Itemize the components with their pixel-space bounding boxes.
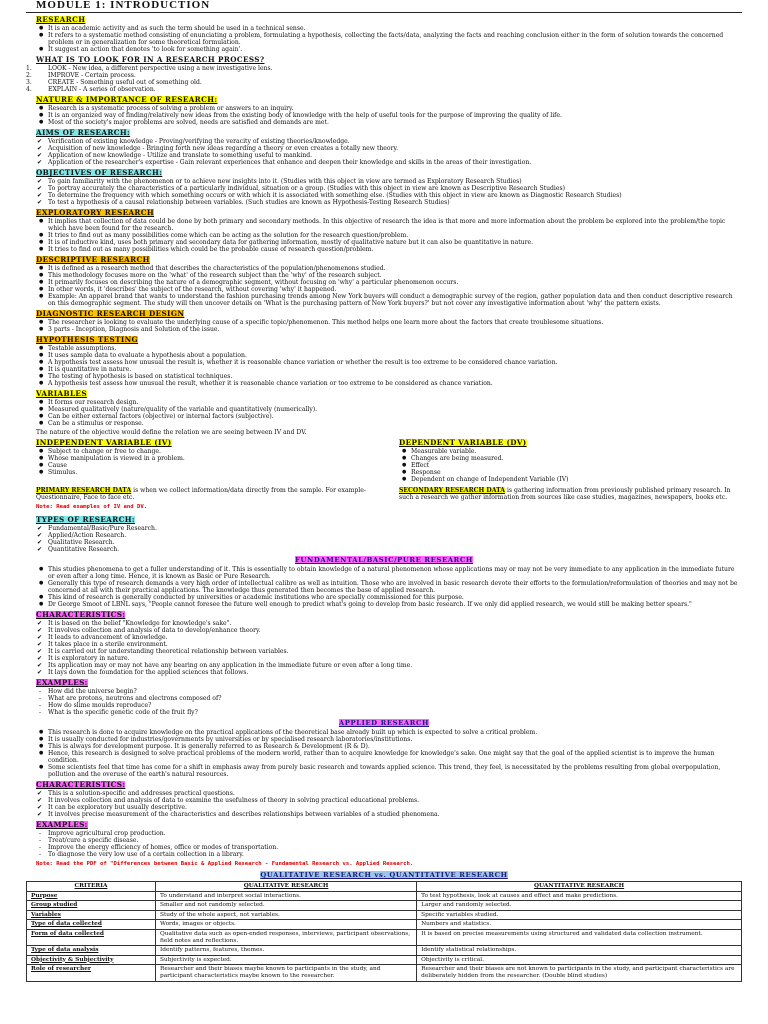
dv-column — [389, 436, 742, 483]
qualitative-cell: Researcher and their biases maybe known to participants in the study, and participant characteristics maybe known to the researcher. — [156, 965, 417, 981]
list-item: ✔ Acquisition of new knowledge - Bringing forth new ideas regarding a theory or even creates a totally new theory. — [26, 145, 742, 152]
applied-list — [26, 729, 742, 778]
nature-list — [26, 105, 742, 126]
list-item: - How do slime moulds reproduce? — [26, 702, 742, 709]
list-item: ● It is an organized way of finding/relatively new ideas from the existing body of knowledge with the help of useful tools for the purpose of improving the quality of life. — [26, 112, 742, 119]
primary-data-paragraph — [36, 487, 379, 501]
table-row — [27, 920, 742, 930]
list-item: ● It forms our research design. — [26, 399, 742, 406]
list-item: ● It is defined as a research method that describes the characteristics of the population/phenomenons studied. — [26, 265, 742, 272]
list-item: ● It implies that collection of data could be done by both primary and secondary methods. In this objective of research the idea is that more and more information about the problem be explored into the problem/the topic which have been found for the research. — [26, 218, 742, 232]
list-item: ● Dependent on change of Independent Variable (IV) — [389, 476, 742, 483]
quantitative-cell: Researcher and their biases are not known to participants in the study, and participant characteristics are deliberately hidden from the researcher. (Double blind studies) — [417, 965, 742, 981]
list-item: ✔ Its application may or may not have any bearing on any application in the immediate future or even after a long time. — [26, 662, 742, 669]
column-header: CRITERIA — [27, 882, 156, 892]
list-item: ✔ Applied/Action Research. — [26, 532, 742, 539]
list-item: ✔ Application of the researcher's expertise - Gain relevant experiences that enhance and deepen their knowledge and skills in the areas of their investigation. — [26, 159, 742, 166]
quantitative-cell: Identify statistical relationships. — [417, 946, 742, 956]
list-item: ● A hypothesis test assess how unusual the result, whether it is reasonable chance variation or too extreme to be considered as chance variation. — [26, 380, 742, 387]
list-item: ● Response — [389, 469, 742, 476]
types-heading: TYPES OF RESEARCH: — [36, 515, 135, 524]
list-item: ● A hypothesis test assess how unusual the result is, whether it is reasonable chance variation or whether the result is too extreme to be considered chance variation. — [26, 359, 742, 366]
exploratory-list — [26, 218, 742, 253]
list-item: ● Measured qualitatively (nature/quality of the variable and quantitatively (numerically). — [26, 406, 742, 413]
list-item: ● Cause — [26, 462, 379, 469]
note-iv-dv: Note: Read examples of IV and DV. — [36, 504, 148, 510]
criteria-cell: Type of data collected — [27, 920, 156, 930]
list-item: ● In other words, it 'describes' the subject of the research, without covering 'why' it happened. — [26, 286, 742, 293]
list-item: ✔ To test a hypothesis of a causal relationship between variables. (Such studies are known as Hypothesis-Testing Research Studies) — [26, 199, 742, 206]
nature-heading: NATURE & IMPORTANCE OF RESEARCH: — [36, 95, 218, 104]
qualitative-cell: Qualitative data such as open-ended responses, interviews, participant observations, field notes and reflections. — [156, 929, 417, 945]
list-item: ● Example: An apparel brand that wants to understand the fashion purchasing trends among New York buyers will conduct a demographic survey of the region, gather population data and then conduct descriptive research on this demographic segment. The study will then uncover details on 'What is the purchasing pattern of New York buyers?' but not cover any investigative information about 'why' the pattern exists. — [26, 293, 742, 307]
list-item: ✔ It is carried out for understanding theoretical relationship between variables. — [26, 648, 742, 655]
list-item: ● This is always for development purpose. It is generally referred to as Research & Development (R & D). — [26, 743, 742, 750]
secondary-data-paragraph — [399, 487, 742, 501]
diagnostic-list — [26, 319, 742, 333]
qualitative-cell: To understand and interpret social interactions. — [156, 891, 417, 901]
item-text: LOOK - New idea, a different perspective using a new investigative lens. — [48, 65, 273, 72]
objectives-heading: OBJECTIVES OF RESEARCH: — [36, 168, 163, 177]
list-item: - How did the universe begin? — [26, 688, 742, 695]
table-row — [27, 891, 742, 901]
list-item: ● Testable assumptions. — [26, 345, 742, 352]
list-item: ✔ Application of new knowledge - Utilize and translate to something useful to mankind. — [26, 152, 742, 159]
applied-examples-heading: EXAMPLES: — [36, 820, 88, 829]
list-item: ● Whose manipulation is viewed in a problem. — [26, 455, 379, 462]
list-item: ● Can be a stimulus or response. — [26, 420, 742, 427]
qualitative-cell: Words, images or objects. — [156, 920, 417, 930]
list-item: ● Some scientists feel that time has come for a shift in emphasis away from purely basic research and towards applied science. This trend, they feel, is necessitated by the problems resulting from global overpopulation, pollution and the overuse of the earth's natural resources. — [26, 764, 742, 778]
list-item: ● It tries to find out as many possibilities come which can be acting as the solution for the research question/problem. — [26, 232, 742, 239]
list-item: ● Most of the society's major problems are solved, needs are satisfied and demands are met. — [26, 119, 742, 126]
primary-data-label: PRIMARY RESEARCH DATA — [36, 487, 132, 494]
hypothesis-list — [26, 345, 742, 387]
qualitative-cell: Study of the whole aspect, not variables. — [156, 910, 417, 920]
list-item: ✔ Qualitative Research. — [26, 539, 742, 546]
list-item: ✔ It can be exploratory but usually descriptive. — [26, 804, 742, 811]
table-row — [27, 929, 742, 945]
list-item: ✔ It leads to advancement of knowledge. — [26, 634, 742, 641]
module-title: MODULE 1: INTRODUCTION — [36, 0, 211, 11]
variables-heading: VARIABLES — [36, 389, 87, 398]
list-item: ✔ It is based on the belief "Knowledge for knowledge's sake". — [26, 620, 742, 627]
applied-examples-list — [26, 830, 742, 858]
criteria-cell: Variables — [27, 910, 156, 920]
applied-char-list — [26, 790, 742, 818]
hypothesis-heading: HYPOTHESIS TESTING — [36, 335, 139, 344]
iv-heading: INDEPENDENT VARIABLE (IV) — [36, 438, 172, 447]
list-item: ● The researcher is looking to evaluate the underlying cause of a specific topic/phenomenon. This method helps one learn more about the factors that create troublesome situations. — [26, 319, 742, 326]
fundamental-examples-heading: EXAMPLES: — [36, 678, 88, 687]
column-header: QUANTITATIVE RESEARCH — [417, 882, 742, 892]
list-item: ✔ Verification of existing knowledge - Proving/verifying the veracity of existing theories/knowledge. — [26, 138, 742, 145]
list-item: ● It is an academic activity and as such the term should be used in a technical sense. — [26, 25, 742, 32]
types-list — [26, 525, 742, 553]
iv-dv-columns — [26, 436, 742, 483]
diagnostic-heading: DIAGNOSTIC RESEARCH DESIGN — [36, 309, 185, 318]
list-item: ✔ To determine the frequency with which something occurs or with which it is associated with something else. (Studies with this object in view are known as Diagnostic Research Studies) — [26, 192, 742, 199]
iv-column — [26, 436, 379, 483]
fundamental-char-heading: CHARACTERISTICS: — [36, 610, 126, 619]
descriptive-heading: DESCRIPTIVE RESEARCH — [36, 255, 150, 264]
qualitative-cell: Smaller and not randomly selected. — [156, 901, 417, 911]
applied-heading-wrap — [26, 720, 742, 727]
list-item: ● It uses sample data to evaluate a hypothesis about a population. — [26, 352, 742, 359]
list-item: ● It is usually conducted for industries/governments by universities or by specialised research laboratories/institutions. — [26, 736, 742, 743]
list-item: ● Subject to change or free to change. — [26, 448, 379, 455]
list-item: - Treat/cure a specific disease. — [26, 837, 742, 844]
list-item: ✔ This is a solution-specific and addresses practical questions. — [26, 790, 742, 797]
criteria-cell: Purpose — [27, 891, 156, 901]
quantitative-cell: Numbers and statistics. — [417, 920, 742, 930]
secondary-data-label: SECONDARY RESEARCH DATA — [399, 487, 506, 494]
list-item: ✔ Fundamental/Basic/Pure Research. — [26, 525, 742, 532]
list-item: ● This research is done to acquire knowledge on the practical applications of the theoretical base already built up which is expected to solve a critical problem. — [26, 729, 742, 736]
item-number: 2. — [26, 72, 32, 79]
list-item: - What is the specific genetic code of the fruit fly? — [26, 709, 742, 716]
list-item: ● Changes are being measured. — [389, 455, 742, 462]
list-item: ● This kind of research is generally conducted by universities or academic institutions who are specially commissioned for this purpose. — [26, 594, 742, 601]
quantitative-cell: Objectivity is critical. — [417, 955, 742, 965]
qualitative-cell: Identify patterns, features, themes. — [156, 946, 417, 956]
fundamental-heading: FUNDAMENTAL/BASIC/PURE RESEARCH — [295, 556, 473, 564]
list-item: - What are protons, neutrons and electrons composed of? — [26, 695, 742, 702]
list-item — [26, 65, 742, 72]
list-item: ✔ It lays down the foundation for the applied sciences that follows. — [26, 669, 742, 676]
list-item: ● Generally this type of research demands a very high order of intellectual calibre as well as intuition. Those who are involved in basic research devote their efforts to the formulation/reformulation of theories and may not be concerned at all with their practical applications. The knowledge thus generated then becomes the base of applied research. — [26, 580, 742, 594]
fundamental-examples-list — [26, 688, 742, 716]
exploratory-heading: EXPLORATORY RESEARCH — [36, 208, 155, 217]
list-item: ● It suggest an action that denotes 'to look for something again'. — [26, 46, 742, 53]
list-item: - Improve agricultural crop production. — [26, 830, 742, 837]
dv-heading: DEPENDENT VARIABLE (DV) — [399, 438, 527, 447]
criteria-cell: Form of data collected — [27, 929, 156, 945]
table-row — [27, 910, 742, 920]
item-text: CREATE - Something useful out of something old. — [48, 79, 202, 86]
criteria-cell: Group studied — [27, 901, 156, 911]
list-item: - To diagnose the very low use of a certain collection in a library. — [26, 851, 742, 858]
quantitative-cell: To test hypothesis, look at causes and effect and make predictions. — [417, 891, 742, 901]
research-heading: RESEARCH — [36, 15, 86, 24]
list-item: ● It tries to find out as many possibilities which could be the probable cause of research question/problem. — [26, 246, 742, 253]
column-header: QUALITATIVE RESEARCH — [156, 882, 417, 892]
table-header-row — [27, 882, 742, 892]
list-item: ● It is of inductive kind, uses both primary and secondary data for gathering information, mostly of qualitative nature but it can also be quantitative in nature. — [26, 239, 742, 246]
quantitative-cell: It is based on precise measurements using structured and validated data collection instrument. — [417, 929, 742, 945]
list-item: ✔ Quantitative Research. — [26, 546, 742, 553]
list-item: ✔ It involves collection and analysis of data to develop/enhance theory. — [26, 627, 742, 634]
list-item: ● Stimulus. — [26, 469, 379, 476]
list-item: ● Hence, this research is designed to solve practical problems of the modern world, rather than to acquire knowledge for knowledge's sake. One might say that the goal of the applied scientist is to improve the human condition. — [26, 750, 742, 764]
table-row — [27, 965, 742, 981]
list-item: - Improve the energy efficiency of homes, office or modes of transportation. — [26, 844, 742, 851]
list-item: ● It refers to a systematic method consisting of enunciating a problem, formulating a hypothesis, collecting the facts/data, analyzing the facts and reaching conclusion either in the form of solution towards the concerned problem or in generalization for some theoretical formulation. — [26, 32, 742, 46]
list-item: ● Dr George Smoot of LBNL says, "People cannot foresee the future well enough to predict what's going to develop from basic research. If we only did applied research, we would still be making better spears." — [26, 601, 742, 608]
table-row — [27, 946, 742, 956]
list-item — [26, 86, 742, 93]
list-item: ● Measurable variable. — [389, 448, 742, 455]
list-item — [26, 72, 742, 79]
variables-list — [26, 399, 742, 427]
list-item: ● It primarily focuses on describing the nature of a demographic segment, without focusing on 'why' a particular phenomenon occurs. — [26, 279, 742, 286]
item-number: 4. — [26, 86, 32, 93]
list-item: ✔ To portray accurately the characteristics of a particularly individual, situation or a group. (Studies with this object in view are known as Descriptive Research Studies) — [26, 185, 742, 192]
list-item: ✔ It involves precise measurement of the characteristics and describes relationships between variables of a studied phenomena. — [26, 811, 742, 818]
list-item: ● Effect — [389, 462, 742, 469]
table-row — [27, 901, 742, 911]
objectives-list — [26, 178, 742, 206]
look-for-list — [26, 65, 742, 93]
dv-list — [389, 448, 742, 483]
quantitative-cell: Larger and randomly selected. — [417, 901, 742, 911]
fundamental-list — [26, 566, 742, 608]
secondary-data-text: is gathering information from previously published primary research. In such a research we gather information from sources like case studies, magazines, newspapers, books etc. — [399, 487, 731, 501]
item-number: 1. — [26, 65, 32, 72]
list-item: ● The testing of hypothesis is based on statistical techniques. — [26, 373, 742, 380]
fundamental-heading-wrap — [26, 557, 742, 564]
aims-list — [26, 138, 742, 166]
criteria-cell: Role of researcher — [27, 965, 156, 981]
list-item: ✔ It involves collection and analysis of data to examine the usefulness of theory in solving practical educational problems. — [26, 797, 742, 804]
list-item: ● Can be either external factors (objective) or internal factors (subjective). — [26, 413, 742, 420]
descriptive-list — [26, 265, 742, 307]
list-item: ● This methodology focuses more on the 'what' of the research subject than the 'why' of the research subject. — [26, 272, 742, 279]
criteria-cell: Objectivity & Subjectivity — [27, 955, 156, 965]
note-basic-applied: Note: Read the PDF of "Differences between Basic & Applied Research - Fundamental Research vs. Applied Research. — [36, 861, 414, 867]
data-types-columns — [26, 485, 742, 501]
qq-heading-wrap — [26, 872, 742, 879]
research-list — [26, 25, 742, 53]
quantitative-cell: Specific variables studied. — [417, 910, 742, 920]
list-item — [26, 79, 742, 86]
primary-data-text: is when we collect information/data directly from the sample. For example- Questionnaire, Face to face etc. — [36, 487, 366, 501]
item-text: IMPROVE - Certain process. — [48, 72, 136, 79]
title-divider — [26, 12, 742, 13]
applied-heading: APPLIED RESEARCH — [338, 719, 430, 727]
look-for-heading: WHAT IS TO LOOK FOR IN A RESEARCH PROCESS? — [36, 55, 265, 64]
list-item: ✔ It takes place in a sterile environment. — [26, 641, 742, 648]
list-item: ✔ To gain familiarity with the phenomenon or to achieve new insights into it. (Studies with this object in view are termed as Exploratory Research Studies) — [26, 178, 742, 185]
list-item: ✔ It is exploratory in nature. — [26, 655, 742, 662]
variables-note: The nature of the objective would define the relation we are seeing between IV and DV. — [36, 429, 307, 436]
aims-heading: AIMS OF RESEARCH: — [36, 128, 131, 137]
criteria-cell: Type of data analysis — [27, 946, 156, 956]
qualitative-cell: Subjectivity is expected. — [156, 955, 417, 965]
list-item: ● It is quantitative in nature. — [26, 366, 742, 373]
list-item: ● 3 parts - Inception, Diagnosis and Solution of the issue. — [26, 326, 742, 333]
table-row — [27, 955, 742, 965]
fundamental-char-list — [26, 620, 742, 676]
comparison-table — [26, 881, 742, 982]
applied-char-heading: CHARACTERISTICS: — [36, 780, 126, 789]
list-item: ● Research is a systematic process of solving a problem or answers to an inquiry. — [26, 105, 742, 112]
qq-heading: QUALITATIVE RESEARCH vs. QUANTITATIVE RESEARCH — [260, 871, 508, 879]
item-text: EXPLAIN - A series of observation. — [48, 86, 156, 93]
list-item: ● This studies phenomena to get a fuller understanding of it. This is essentially to obtain knowledge of a natural phenomenon whose applications may or may not be very immediate to any application in the immediate future or even after a long time. Hence, it is known as Basic or Pure Research. — [26, 566, 742, 580]
iv-list — [26, 448, 379, 476]
item-number: 3. — [26, 79, 32, 86]
